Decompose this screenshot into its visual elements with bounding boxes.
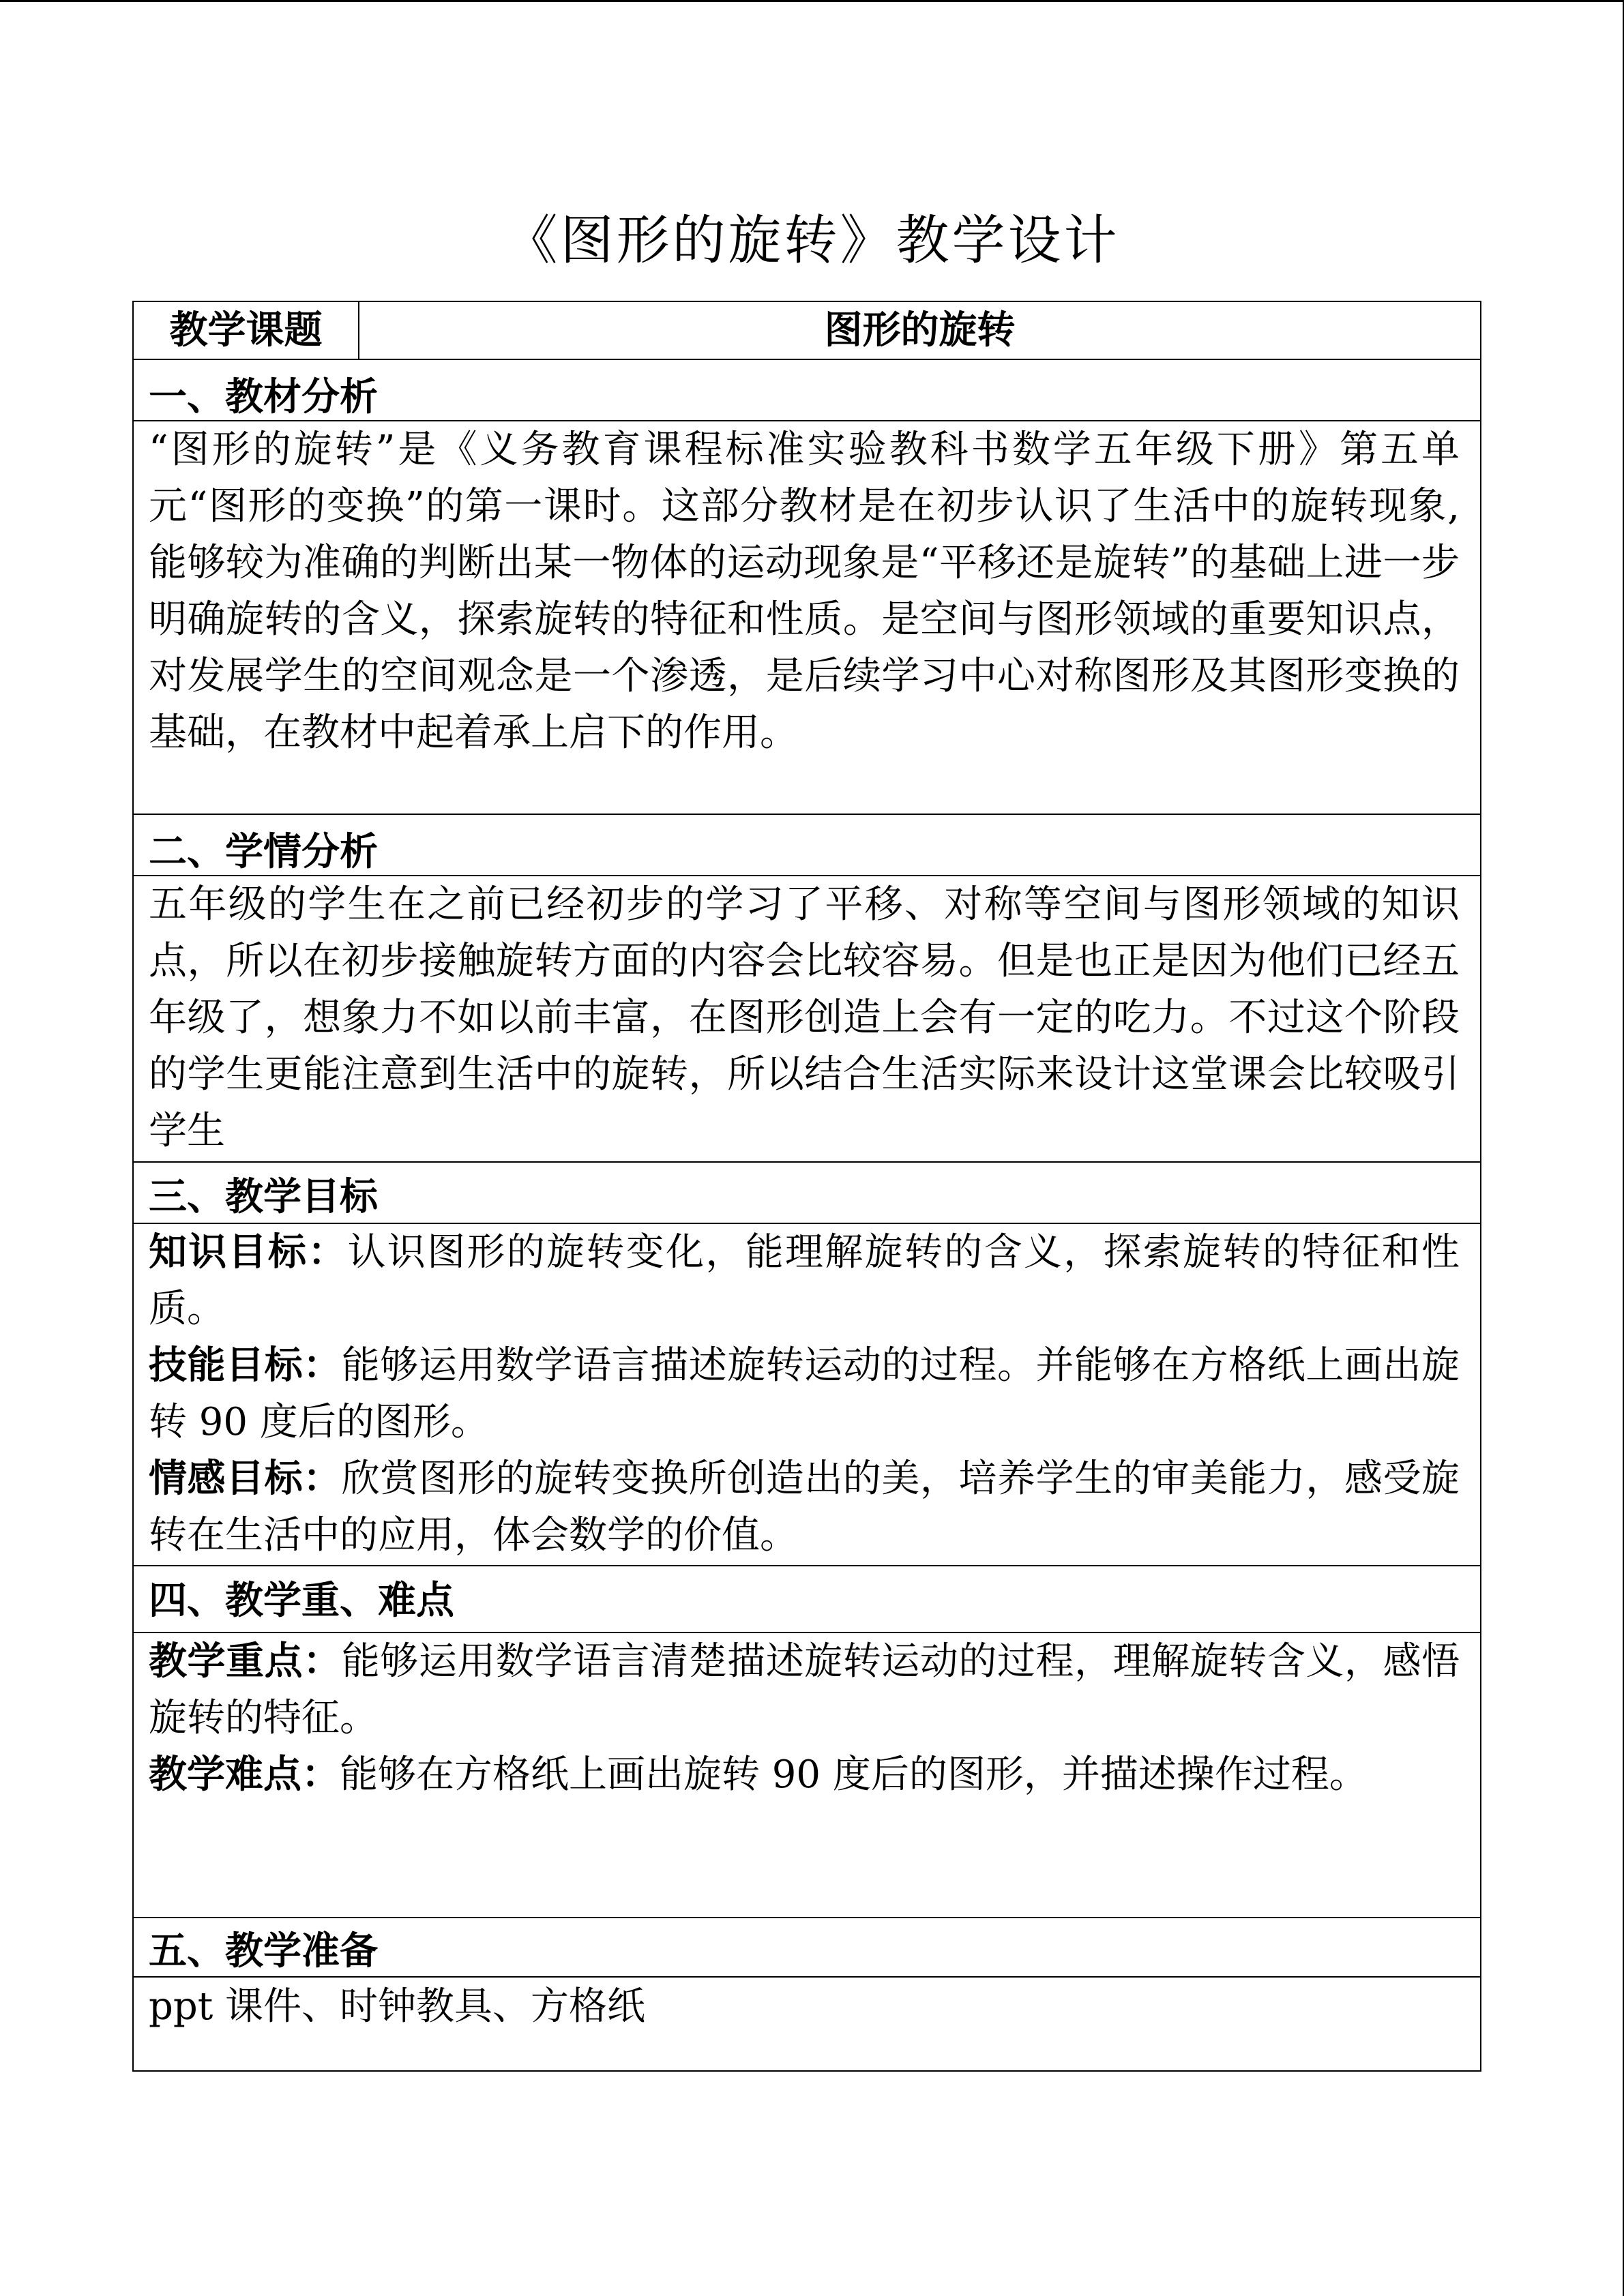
goal-skill-text: 能够运用数学语言描述旋转运动的过程。并能够在方格纸上画出旋转 90 度后的图形。: [149, 1343, 1460, 1444]
row-divider: [134, 1976, 1480, 1978]
topic-value: 图形的旋转: [824, 308, 1016, 353]
prep-text: ppt 课件、时钟教具、方格纸: [149, 1984, 645, 2029]
row-divider: [134, 814, 1480, 815]
focus-difficulty-text: 能够在方格纸上画出旋转 90 度后的图形，并描述操作过程。: [340, 1753, 1368, 1797]
focus-difficulty: [149, 1746, 1460, 1803]
goal-emotion-text: 欣赏图形的旋转变换所创造出的美，培养学生的审美能力，感受旋转在生活中的应用，体会数学的价值。: [149, 1457, 1460, 1557]
row-divider: [134, 1565, 1480, 1566]
row-divider: [134, 1917, 1480, 1918]
goal-knowledge-label: 知识目标：: [149, 1230, 348, 1274]
goal-skill-label: 技能目标：: [149, 1343, 342, 1388]
goal-skill: [149, 1337, 1460, 1450]
document-title: 《图形的旋转》教学设计: [504, 210, 1120, 271]
goals-list: [149, 1224, 1460, 1564]
topic-row: [134, 302, 1480, 359]
row-divider: [134, 359, 1480, 360]
focus-key-text: 能够运用数学语言清楚描述旋转运动的过程，理解旋转含义，感悟旋转的特征。: [149, 1639, 1460, 1740]
goal-knowledge-text: 认识图形的旋转变化，能理解旋转的含义，探索旋转的特征和性质。: [149, 1230, 1460, 1331]
section-heading-focus: 四、教学重、难点: [149, 1579, 454, 1623]
row-divider: [134, 1161, 1480, 1163]
goal-knowledge: [149, 1224, 1460, 1337]
focus-key: [149, 1633, 1460, 1746]
focus-difficulty-label: 教学难点：: [149, 1753, 340, 1797]
learners-text: 五年级的学生在之前已经初步的学习了平移、对称等空间与图形领域的知识点，所以在初步接触旋转方面的内容会比较容易。但是也正是因为他们已经五年级了，想象力不如以前丰富，在图形创造上会有一定的吃力。不过这个阶段的学生更能注意到生活中的旋转，所以结合生活实际来设计这堂课会比较吸引学生: [149, 882, 1460, 1153]
goal-emotion: [149, 1450, 1460, 1564]
analysis-text: “图形的旋转”是《义务教育课程标准实验教科书数学五年级下册》第五单元“图形的变换”的第一课时。这部分教材是在初步认识了生活中的旋转现象,能够较为准确的判断出某一物体的运动现象是“平移还是旋转”的基础上进一步明确旋转的含义，探索旋转的特征和性质。是空间与图形领域的重要知识点，对发展学生的空间观念是一个渗透，是后续学习中心对称图形及其图形变换的基础，在教材中起着承上启下的作用。: [149, 428, 1460, 755]
section-heading-prep: 五、教学准备: [149, 1929, 378, 1973]
focus-list: [149, 1633, 1460, 1803]
section-heading-analysis: 一、教材分析: [149, 375, 378, 419]
focus-key-label: 教学重点：: [149, 1639, 342, 1684]
lesson-plan-table: [132, 301, 1481, 2072]
goal-emotion-label: 情感目标：: [149, 1457, 342, 1501]
topic-label: 教学课题: [169, 308, 323, 353]
section-heading-goals: 三、教学目标: [149, 1175, 378, 1219]
page-top-border: [0, 0, 1624, 2]
section-heading-learners: 二、学情分析: [149, 830, 378, 874]
